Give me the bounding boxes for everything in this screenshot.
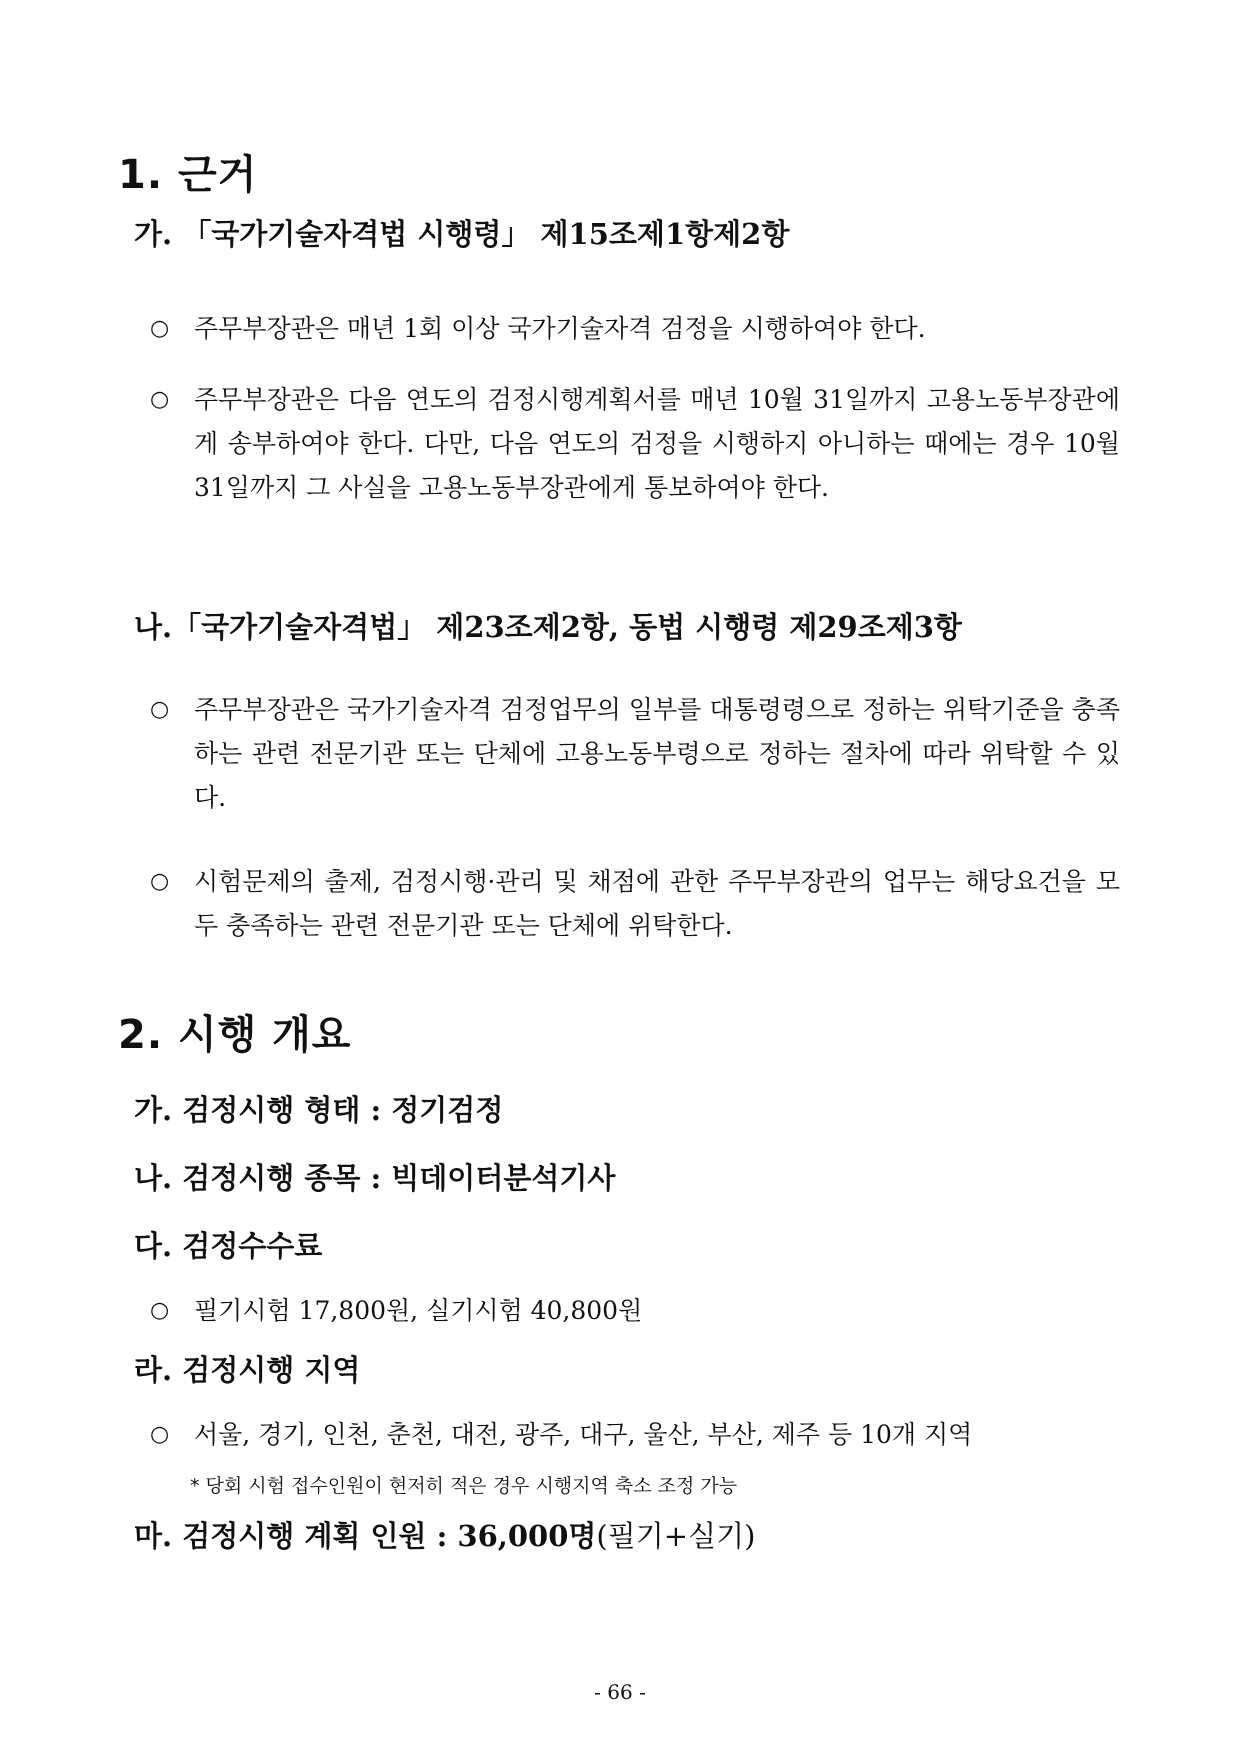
section-title-2: 2. 시행 개요 xyxy=(118,1012,352,1058)
subsection-title-2d: 라. 검정시행 지역 xyxy=(134,1353,361,1387)
circle-bullet-icon: ○ xyxy=(150,869,170,894)
bullet-item xyxy=(150,307,1120,351)
bullet-text: 주무부장관은 다음 연도의 검정시행계획서를 매년 10월 31일까지 고용노동부장관에게 송부하여야 한다. 다만, 다음 연도의 검정을 시행하지 아니하는 때에는 경우 10월 31일까지 그 사실을 고용노동부장관에게 통보하여야 한다. xyxy=(194,385,1120,502)
subsection-title-1a: 가. 「국가기술자격법 시행령」 제15조제1항제2항 xyxy=(134,217,790,251)
bullet-item xyxy=(150,1289,1120,1333)
subsection-title-2e-suffix: (필기+실기) xyxy=(596,1519,756,1553)
circle-bullet-icon: ○ xyxy=(150,1298,170,1323)
page-number: - 66 - xyxy=(594,1680,646,1704)
bullet-item xyxy=(150,378,1120,510)
section-title-1: 1. 근거 xyxy=(118,152,258,198)
bullet-item xyxy=(150,1413,1120,1457)
bullet-text: 필기시험 17,800원, 실기시험 40,800원 xyxy=(194,1296,643,1325)
bullet-item xyxy=(150,860,1120,948)
footnote: * 당회 시험 접수인원이 현저히 적은 경우 시행지역 축소 조정 가능 xyxy=(190,1475,738,1497)
circle-bullet-icon: ○ xyxy=(150,387,170,412)
bullet-text: 주무부장관은 국가기술자격 검정업무의 일부를 대통령령으로 정하는 위탁기준을 충족하는 관련 전문기관 또는 단체에 고용노동부령으로 정하는 절차에 따라 위탁할 수 있다. xyxy=(194,695,1120,812)
circle-bullet-icon: ○ xyxy=(150,316,170,341)
subsection-title-2c: 다. 검정수수료 xyxy=(134,1229,323,1263)
subsection-title-2e xyxy=(134,1514,755,1555)
bullet-text: 서울, 경기, 인천, 춘천, 대전, 광주, 대구, 울산, 부산, 제주 등 10개 지역 xyxy=(194,1420,973,1449)
subsection-title-2e-main: 마. 검정시행 계획 인원 : 36,000명 xyxy=(134,1519,597,1553)
bullet-text: 주무부장관은 매년 1회 이상 국가기술자격 검정을 시행하여야 한다. xyxy=(194,314,926,343)
subsection-title-1b: 나.「국가기술자격법」 제23조제2항, 동법 시행령 제29조제3항 xyxy=(134,610,962,644)
bullet-text: 시험문제의 출제, 검정시행·관리 및 채점에 관한 주무부장관의 업무는 해당요건을 모두 충족하는 관련 전문기관 또는 단체에 위탁한다. xyxy=(194,867,1120,940)
bullet-item xyxy=(150,688,1120,820)
circle-bullet-icon: ○ xyxy=(150,1422,170,1447)
subsection-title-2b: 나. 검정시행 종목 : 빅데이터분석기사 xyxy=(134,1161,616,1195)
subsection-title-2a: 가. 검정시행 형태 : 정기검정 xyxy=(134,1093,504,1127)
circle-bullet-icon: ○ xyxy=(150,697,170,722)
